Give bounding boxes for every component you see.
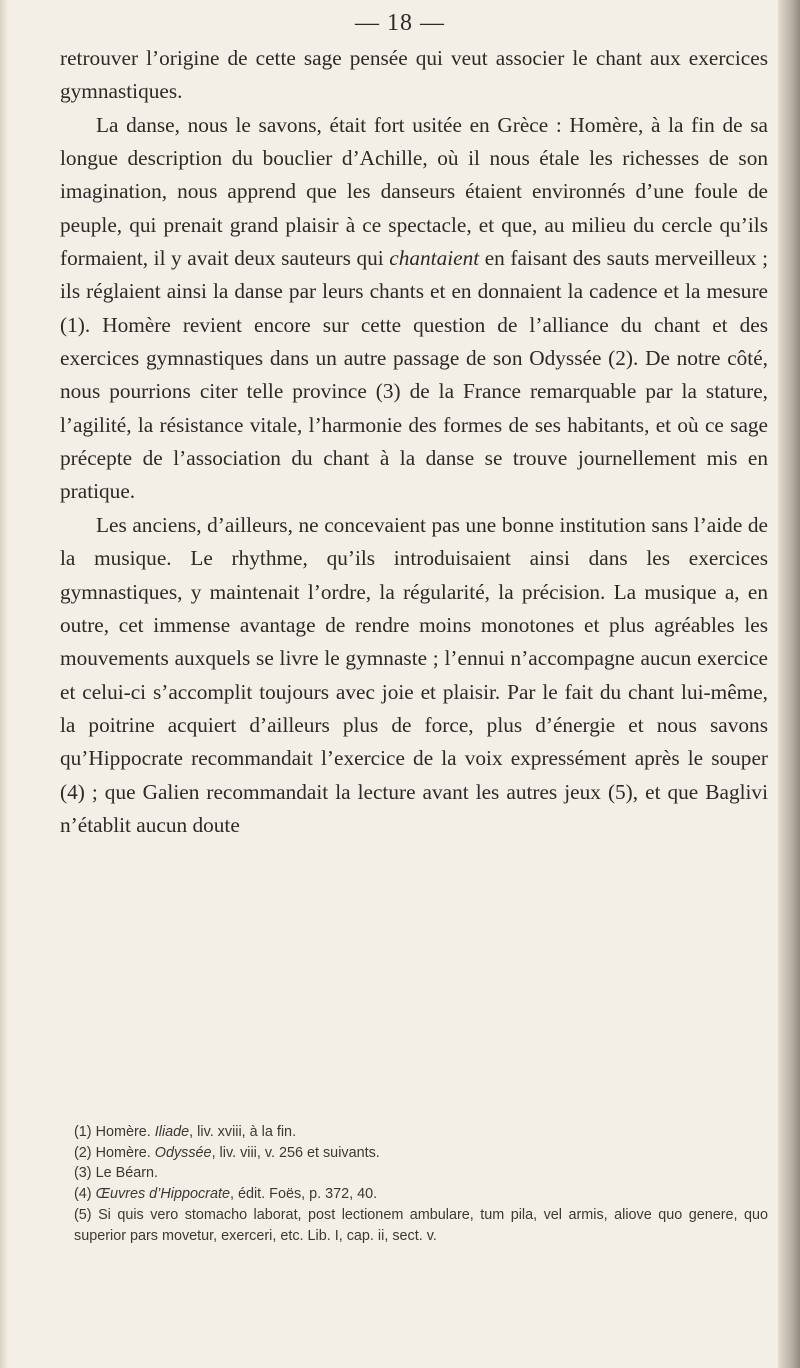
- footnote-text: (2) Homère.: [74, 1144, 155, 1161]
- text-run: La danse, nous le savons, était fort usitée en Grèce : Homère, à la fin de sa longue description du bouclier d’Achille, où il nous étale les richesses de son imagination, nous apprend que les danseurs étaient environnés d’une foule de peuple, qui prenait grand plaisir à ce spectacle, et que, au milieu du cercle qu’ils formaient, il y avait deux sauteurs qui: [60, 112, 768, 271]
- main-text: [60, 42, 768, 842]
- footnote: [60, 1163, 768, 1184]
- text-run: en faisant des sauts merveilleux ; ils réglaient ainsi la danse par leurs chants et en donnaient la cadence et la mesure (1). Homère revient encore sur cette question de l’alliance du chant et des exercices gymnastiques dans un autre passage de son Odyssée (2). De notre côté, nous pourrions citer telle province (3) de la France remarquable par la stature, l’agilité, la résistance vitale, l’harmonie des formes de ses habitants, et où ce sage précepte de l’association du chant à la danse se trouve journellement mis en pratique.: [60, 246, 768, 504]
- text-run: retrouver l’origine de cette sage pensée qui veut associer le chant aux exercices gymnastiques.: [60, 46, 768, 104]
- footnote: [60, 1122, 768, 1143]
- paragraph: [60, 509, 768, 842]
- italic-text: chantaient: [389, 246, 480, 271]
- footnote: [60, 1143, 768, 1164]
- paragraph: [60, 109, 768, 509]
- footnote-text: , édit. Foës, p. 372, 40.: [229, 1186, 378, 1203]
- footnote-text: (5) Si quis vero stomacho laborat, post lectionem ambulare, tum pila, vel armis, aliove quo genere, quo superior pars movetur, exerceri, etc. Lib. I, cap. ii, sect. v.: [74, 1206, 768, 1244]
- page-left-shadow: [0, 0, 8, 1368]
- page-number: — 18 —: [355, 10, 445, 36]
- footnote-text: (4): [74, 1186, 96, 1203]
- footnote-text: , liv. xviii, à la fin.: [189, 1124, 297, 1140]
- footnote-text: (1) Homère.: [74, 1124, 155, 1140]
- text-run: Les anciens, d’ailleurs, ne concevaient pas une bonne institution sans l’aide de la musique. Le rhythme, qu’ils introduisaient ainsi dans les exercices gymnastiques, y maintenait l’ordre, la régularité, la précision. La musique a, en outre, cet immense avantage de rendre moins monotones et plus agréables les mouvements auxquels se livre le gymnaste ; l’ennui n’accompagne aucun exercice et celui-ci s’accomplit toujours avec joie et plaisir. Par le fait du chant lui-même, la poitrine acquiert d’ailleurs plus de force, plus d’énergie et nous savons qu’Hippocrate recommandait l’exercice de la voix expressément après le souper (4) ; que Galien recommandait la lecture avant les autres jeux (5), et que Baglivi n’établit aucun doute: [60, 512, 768, 837]
- footnote-text: (3) Le Béarn.: [74, 1165, 158, 1182]
- footnote-italic-text: Iliade: [154, 1124, 190, 1140]
- footnote-italic-text: Odyssée: [154, 1144, 212, 1161]
- footnote: [60, 1184, 768, 1205]
- footnote-italic-text: Œuvres d’Hippocrate: [95, 1186, 230, 1203]
- footnote: [60, 1205, 768, 1246]
- footnotes: [60, 1122, 768, 1246]
- paragraph: [60, 42, 768, 109]
- footnote-text: , liv. viii, v. 256 et suivants.: [211, 1144, 380, 1161]
- page-binding-edge: [778, 0, 800, 1368]
